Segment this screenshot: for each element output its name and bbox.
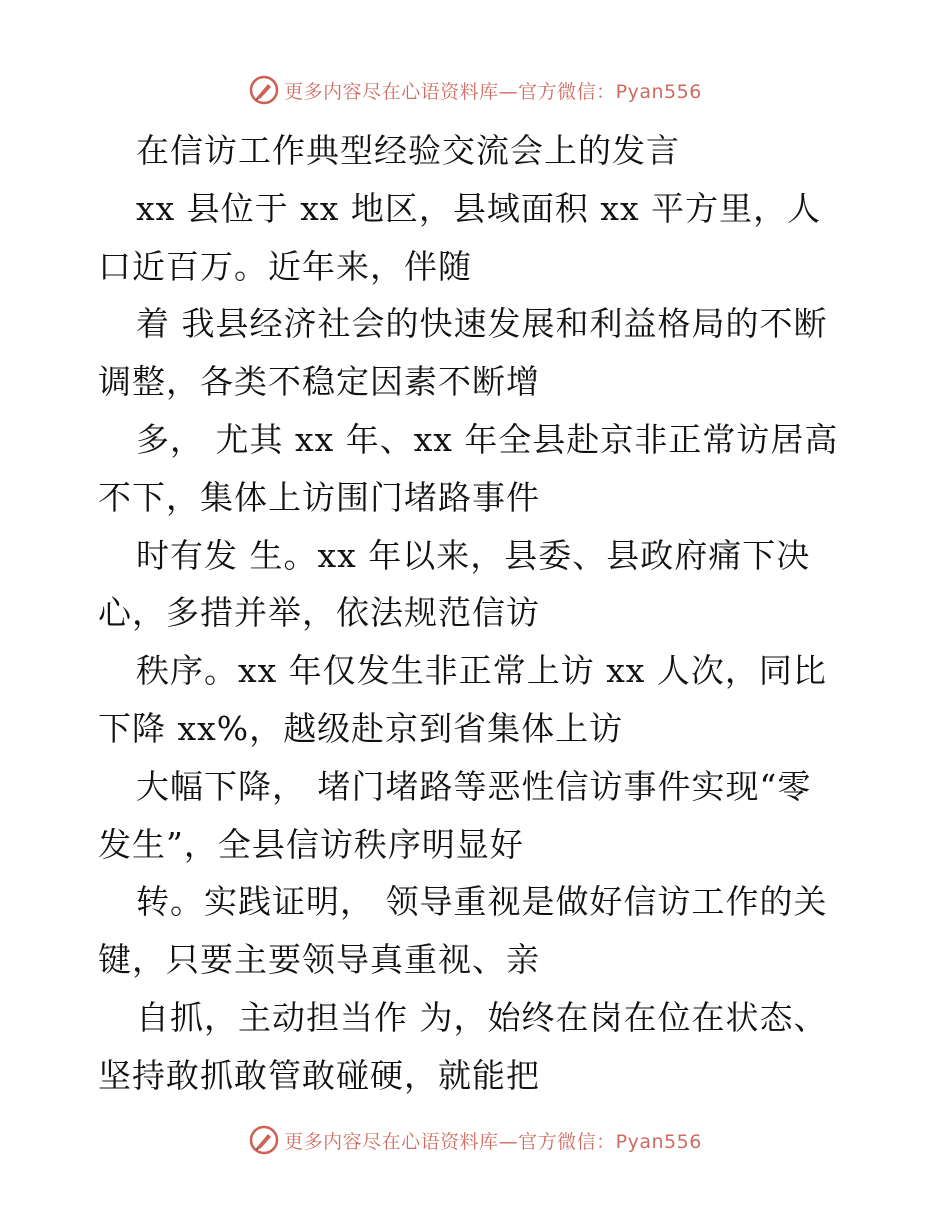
text-line: 键，只要主要领导真重视、亲	[98, 940, 540, 980]
text-line: 下降 xx%，越级赴京到省集体上访	[98, 708, 624, 748]
watermark-text: 更多内容尽在心语资料库—官方微信：Pyan556	[284, 1130, 702, 1153]
document-title: 在信访工作典型经验交流会上的发言	[136, 131, 680, 170]
document-body	[98, 122, 868, 1105]
text-line: 时有发 生。xx 年以来，县委、县政府痛下决	[136, 535, 811, 575]
text-line: 不下，集体上访围门堵路事件	[98, 477, 540, 517]
pen-logo-icon	[248, 74, 280, 106]
text-line: 口近百万。近年来，伴随	[98, 246, 472, 286]
text-line: 心，多措并举，依法规范信访	[98, 593, 540, 633]
text-line: 坚持敢抓敢管敢碰硬，就能把	[98, 1055, 540, 1095]
text-line: 发生”，全县信访秩序明显好	[98, 824, 524, 864]
pen-logo-icon	[248, 1124, 280, 1156]
footer-watermark	[0, 1120, 950, 1160]
text-line: 秩序。xx 年仅发生非正常上访 xx 人次，同比	[136, 651, 827, 691]
text-line: 着 我县经济社会的快速发展和利益格局的不断	[136, 304, 828, 344]
text-line: 大幅下降， 堵门堵路等恶性信访事件实现“零	[136, 766, 812, 806]
text-line: 转。实践证明， 领导重视是做好信访工作的关	[136, 882, 828, 922]
watermark-text: 更多内容尽在心语资料库—官方微信：Pyan556	[284, 80, 702, 103]
text-line: xx 县位于 xx 地区，县域面积 xx 平方里，人	[136, 188, 822, 228]
text-line: 多， 尤其 xx 年、xx 年全县赴京非正常访居高	[136, 419, 839, 459]
text-line: 调整，各类不稳定因素不断增	[98, 362, 540, 402]
text-line: 自抓，主动担当作 为，始终在岗在位在状态、	[136, 997, 828, 1037]
header-watermark	[0, 70, 950, 110]
